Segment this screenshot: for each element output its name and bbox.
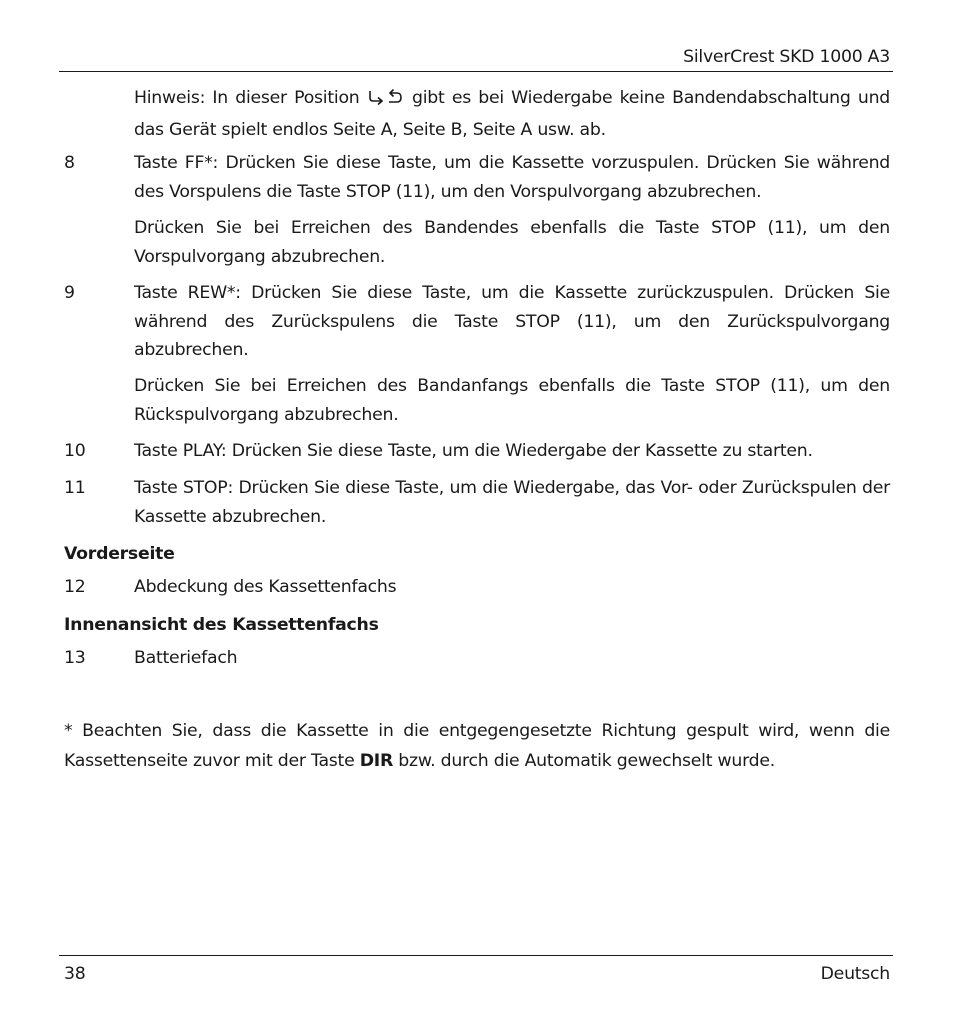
note-text-after: gibt es bei Wiedergabe keine Bandendabschaltung und das Gerät spielt endlos Seite A, Seite B, Seite A usw. ab. bbox=[134, 88, 890, 140]
item-text-8: Taste FF*: Drücken Sie diese Taste, um die Kassette vorzuspulen. Drücken Sie während des Vorspulens die Taste STOP (11), um den Vorspulvorgang abzubrechen. bbox=[134, 153, 890, 202]
footer-rule bbox=[59, 955, 893, 956]
item-number-9: 9 bbox=[64, 283, 75, 303]
item-text-9: Taste REW*: Drücken Sie diese Taste, um die Kassette zurückzuspulen. Drücken Sie während des Zurückspulens die Taste STOP (11), um den Zurückspulvorgang abzubrechen. bbox=[134, 283, 890, 360]
footer-language: Deutsch bbox=[820, 964, 890, 984]
page-number: 38 bbox=[64, 964, 86, 984]
note-text-before: Hinweis: In dieser Position bbox=[134, 88, 367, 108]
repeat-arrows-icon bbox=[367, 87, 405, 116]
item-number-13: 13 bbox=[64, 648, 86, 668]
item-number-11: 11 bbox=[64, 478, 86, 498]
item-number-12: 12 bbox=[64, 577, 86, 597]
footnote bbox=[64, 717, 890, 776]
item-text-9-continued: Drücken Sie bei Erreichen des Bandanfangs ebenfalls die Taste STOP (11), um den Rückspulvorgang abzubrechen. bbox=[134, 376, 890, 425]
item-number-8: 8 bbox=[64, 153, 75, 173]
section-heading-inner: Innenansicht des Kassettenfachs bbox=[64, 615, 379, 635]
item-text-10: Taste PLAY: Drücken Sie diese Taste, um die Wiedergabe der Kassette zu starten. bbox=[134, 441, 813, 461]
item-text-12: Abdeckung des Kassettenfachs bbox=[134, 577, 397, 597]
footnote-text-after: bzw. durch die Automatik gewechselt wurde. bbox=[393, 750, 775, 771]
item-text-13: Batteriefach bbox=[134, 648, 238, 668]
note-paragraph bbox=[134, 84, 890, 144]
item-number-10: 10 bbox=[64, 441, 86, 461]
item-text-8-continued: Drücken Sie bei Erreichen des Bandendes ebenfalls die Taste STOP (11), um den Vorspulvorgang abzubrechen. bbox=[134, 218, 890, 267]
footnote-bold-dir: DIR bbox=[359, 750, 394, 771]
running-header: SilverCrest SKD 1000 A3 bbox=[683, 47, 890, 67]
section-heading-front: Vorderseite bbox=[64, 544, 175, 564]
footnote-text-before: * Beachten Sie, dass die Kassette in die entgegengesetzte Richtung gespult wird, wenn die Kassettenseite zuvor mit der Taste bbox=[64, 721, 890, 771]
item-text-11: Taste STOP: Drücken Sie diese Taste, um die Wiedergabe, das Vor- oder Zurückspulen der Kassette abzubrechen. bbox=[134, 478, 890, 527]
header-rule bbox=[59, 71, 893, 72]
